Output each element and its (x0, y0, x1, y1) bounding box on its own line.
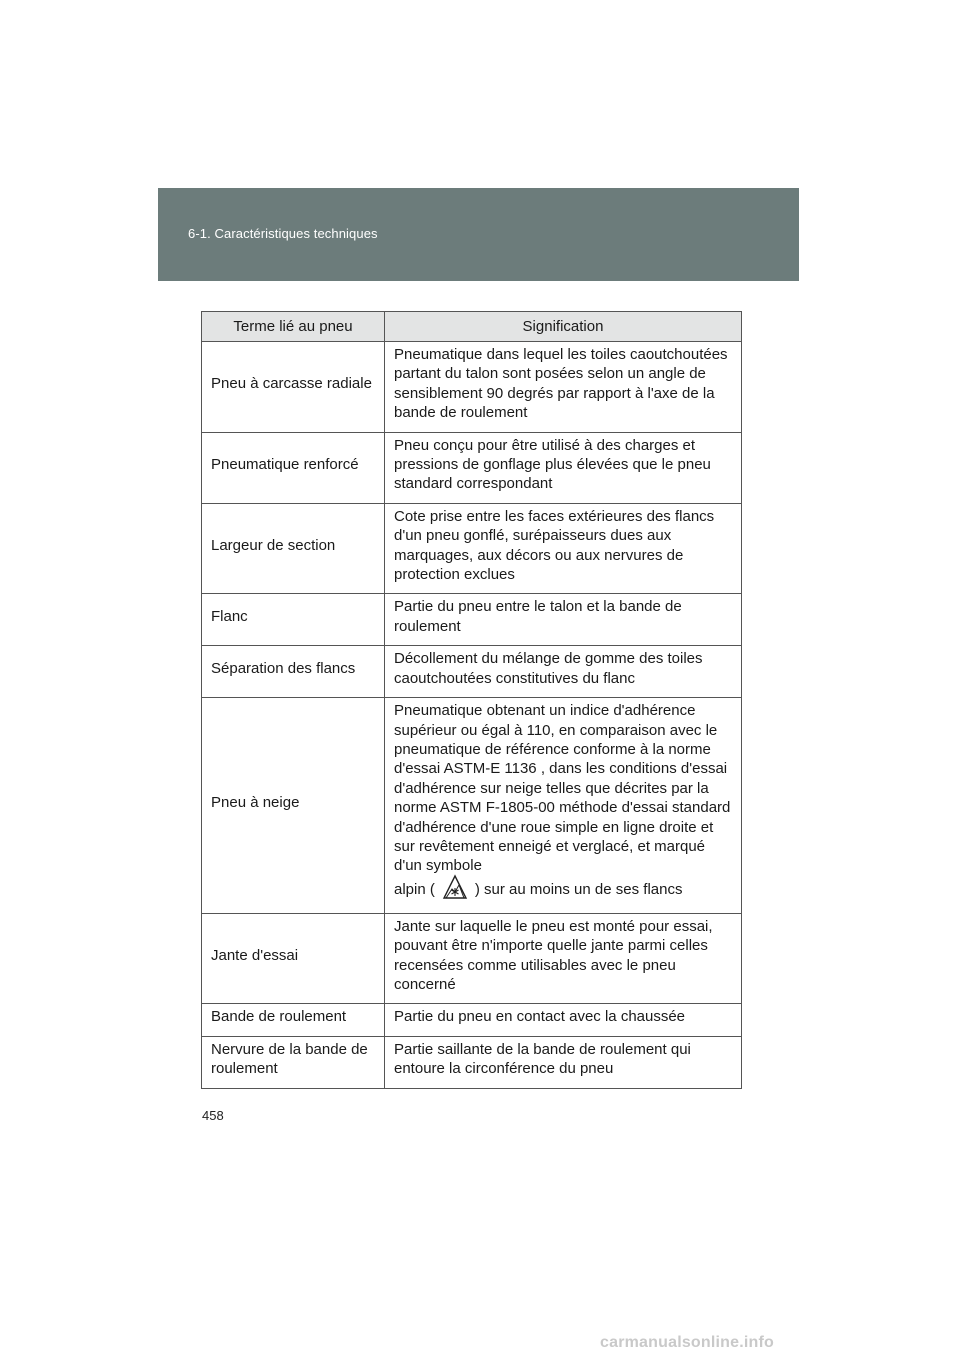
term-cell: Pneumatique renforcé (202, 432, 385, 503)
table-row (202, 1004, 742, 1036)
meaning-cell: Pneumatique dans lequel les toiles caoutchoutées partant du talon sont posées selon un angle de sensiblement 90 degrés par rapport à l'axe de la bande de roulement (385, 342, 742, 433)
meaning-cell: Pneu conçu pour être utilisé à des charges et pressions de gonflage plus élevées que le pneu standard correspondant (385, 432, 742, 503)
meaning-text: Pneumatique obtenant un indice d'adhérence supérieur ou égal à 110, en comparaison avec le pneumatique de référence conforme à la norme d'essai ASTM-E 1136 , dans les conditions d'essai d'adhérence sur neige telles que décrites par la norme ASTM F-1805-00 méthode d'essai standard d'adhérence d'une roue simple en ligne droite et sur revêtement enneigé et verglacé, et marqué d'un symbole (394, 702, 731, 875)
meaning-tail-before: alpin ( (394, 880, 435, 898)
table-row (202, 698, 742, 914)
term-cell: Nervure de la bande de roulement (202, 1036, 385, 1088)
term-cell: Séparation des flancs (202, 646, 385, 698)
watermark: carmanualsonline.info (600, 1334, 775, 1351)
table-row (202, 342, 742, 433)
meaning-cell: Jante sur laquelle le pneu est monté pour essai, pouvant être n'importe quelle jante parmi celles recensées comme utilisables avec le pneu concerné (385, 913, 742, 1004)
tire-terms-table (201, 311, 742, 1089)
term-cell: Pneu à neige (202, 698, 385, 914)
table-row (202, 432, 742, 503)
table-row (202, 503, 742, 594)
meaning-cell: Partie saillante de la bande de roulement qui entoure la circonférence du pneu (385, 1036, 742, 1088)
column-header-meaning: Signification (385, 312, 742, 342)
section-title: 6-1. Caractéristiques techniques (188, 226, 378, 241)
alpine-snow-symbol-icon (441, 873, 469, 901)
table-row (202, 594, 742, 646)
meaning-cell: Cote prise entre les faces extérieures des flancs d'un pneu gonflé, surépaisseurs dues aux marquages, aux décors ou aux nervures de protection exclues (385, 503, 742, 594)
meaning-cell (385, 698, 742, 914)
table-row (202, 646, 742, 698)
meaning-tail-after: ) sur au moins un de ses flancs (474, 880, 683, 898)
meaning-cell: Partie du pneu entre le talon et la bande de roulement (385, 594, 742, 646)
column-header-term: Terme lié au pneu (202, 312, 385, 342)
term-cell: Bande de roulement (202, 1004, 385, 1036)
meaning-cell: Décollement du mélange de gomme des toiles caoutchoutées constitutives du flanc (385, 646, 742, 698)
table-header-row (202, 312, 742, 342)
term-cell: Flanc (202, 594, 385, 646)
term-cell: Pneu à carcasse radiale (202, 342, 385, 433)
page-number: 458 (202, 1108, 224, 1123)
term-cell: Largeur de section (202, 503, 385, 594)
table-row (202, 913, 742, 1004)
header-band (158, 188, 799, 281)
meaning-cell: Partie du pneu en contact avec la chaussée (385, 1004, 742, 1036)
term-cell: Jante d'essai (202, 913, 385, 1004)
table-row (202, 1036, 742, 1088)
